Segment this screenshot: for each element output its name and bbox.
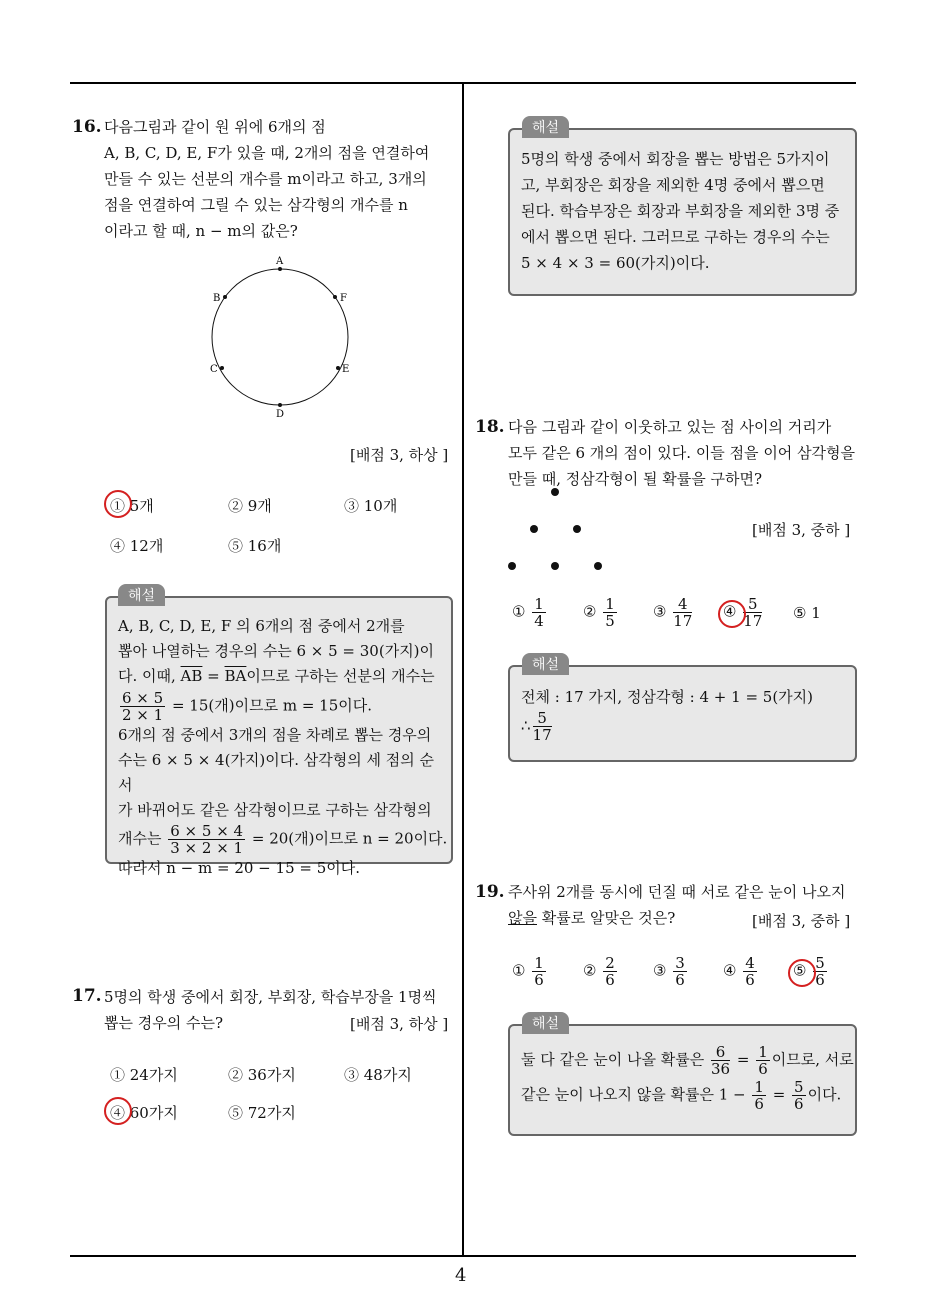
q16-solution-tag: 해설 — [118, 584, 165, 606]
q18-choice-1[interactable]: ① $\frac{1}{4}$ — [512, 595, 544, 630]
q16-number: 16. — [72, 117, 102, 137]
q17-number: 17. — [72, 986, 102, 1006]
q18-number: 18. — [475, 417, 505, 437]
q17-choice-1[interactable]: ① 24가지 — [110, 1066, 178, 1084]
point-d-label: D — [276, 409, 285, 420]
q17-text: 5명의 학생 중에서 회장, 부회장, 학습부장을 1명씩 뽑는 경우의 수는? — [104, 988, 437, 1032]
q17-score: [배점 3, 하상 ] — [350, 1015, 449, 1033]
q18-choice-2[interactable]: ② $\frac{1}{5}$ — [583, 595, 615, 630]
q17-solution-text: 5명의 학생 중에서 회장을 뽑는 방법은 5가지이 고, 부회장은 회장을 제외한 4명 중에서 뽑으면 된다. 학습부장은 회장과 부회장을 제외한 3명 중 에서 뽑으면 된다. 그러므로 구하는 경우의 수는 5 × 4 × 3 = 60(가지)이다. — [521, 150, 840, 272]
q18-choice-3[interactable]: ③ $\frac{4}{17}$ — [653, 595, 693, 630]
q17-choice-3[interactable]: ③ 48가지 — [344, 1066, 412, 1084]
q18-dot-top — [551, 488, 559, 496]
q17-solution-tag: 해설 — [522, 116, 569, 138]
point-e-label: E — [342, 364, 350, 375]
q18-dot-bottom-left — [508, 562, 516, 570]
q17-choice-5[interactable]: ⑤ 72가지 — [228, 1104, 296, 1122]
q17-selected-mark — [104, 1097, 132, 1125]
q19-text: 주사위 2개를 동시에 던질 때 서로 같은 눈이 나오지 않을 확률로 알맞은 것은? — [508, 883, 846, 927]
q16-circle-figure — [200, 255, 360, 420]
q19-solution-text: 둘 다 같은 눈이 나올 확률은 $\frac{6}{36}$ = $\frac{1}{6}$ 이므로, 서로 같은 눈이 나오지 않을 확률은 1 − $\frac{1}{6}$ = $\frac{5}{6}$ 이다. — [521, 1043, 854, 1113]
q18-choice-5[interactable]: ⑤ 1 — [793, 604, 821, 622]
point-f-label: F — [340, 293, 347, 304]
q19-choice-3[interactable]: ③ $\frac{3}{6}$ — [653, 954, 685, 989]
q19-number: 19. — [475, 882, 505, 902]
q16-choice-3[interactable]: ③ 10개 — [344, 497, 398, 515]
q18-solution-tag: 해설 — [522, 653, 569, 675]
q18-dot-mid-right — [573, 525, 581, 533]
point-c-label: C — [210, 364, 218, 375]
q16-choice-5[interactable]: ⑤ 16개 — [228, 537, 282, 555]
q18-solution-text: 전체 : 17 가지, 정삼각형 : 4 + 1 = 5(가지) ∴ $\frac{5}{17}$ — [521, 688, 814, 744]
point-a-label: A — [276, 256, 284, 267]
q19-choice-5[interactable]: ⑤ $\frac{5}{6}$ — [793, 954, 825, 989]
q19-score: [배점 3, 중하 ] — [752, 912, 851, 930]
q16-text: 다음그림과 같이 원 위에 6개의 점 A, B, C, D, E, F가 있을 때, 2개의 점을 연결하여 만들 수 있는 선분의 개수를 m이라고 하고, 3개의 점을 연결하여 그릴 수 있는 삼각형의 개수를 n 이라고 할 때, n − m의 값은? — [104, 118, 430, 240]
q18-text: 다음 그림과 같이 이웃하고 있는 점 사이의 거리가 모두 같은 6 개의 점이 있다. 이들 점을 이어 삼각형을 만들 때, 정삼각형이 될 확률을 구하면? — [508, 418, 856, 488]
point-b-label: B — [213, 293, 221, 304]
q18-dot-bottom-mid — [551, 562, 559, 570]
q16-choice-4[interactable]: ④ 12개 — [110, 537, 164, 555]
q19-selected-mark — [788, 959, 816, 987]
q18-score: [배점 3, 중하 ] — [752, 521, 851, 539]
q17-choice-4[interactable]: ④ 60가지 — [110, 1104, 178, 1122]
q16-choice-2[interactable]: ② 9개 — [228, 497, 272, 515]
q16-score: [배점 3, 하상 ] — [350, 446, 449, 464]
q18-choice-4[interactable]: ④ $\frac{5}{17}$ — [723, 595, 763, 630]
q16-choice-1[interactable]: ① 5개 — [110, 497, 154, 515]
q19-choice-2[interactable]: ② $\frac{2}{6}$ — [583, 954, 615, 989]
page-number: 4 — [455, 1265, 467, 1286]
q18-dot-mid-left — [530, 525, 538, 533]
q19-choice-1[interactable]: ① $\frac{1}{6}$ — [512, 954, 544, 989]
q18-dot-bottom-right — [594, 562, 602, 570]
q18-selected-mark — [718, 600, 746, 628]
q19-choice-4[interactable]: ④ $\frac{4}{6}$ — [723, 954, 755, 989]
q16-selected-mark — [104, 490, 132, 518]
column-divider — [462, 82, 464, 1257]
q17-choice-2[interactable]: ② 36가지 — [228, 1066, 296, 1084]
q19-solution-tag: 해설 — [522, 1012, 569, 1034]
q16-solution-text: A, B, C, D, E, F 의 6개의 점 중에서 2개를 뽑아 나열하는 경우의 수는 6 × 5 = 30(가지)이 다. 이때, $\overline{AB} = \overline{BA}$이므로 구하는 선분의 개수는 $\frac{6 \times 5}{2 \times 1}$ = 15(개)이므로 m = 15이다. 6개의 점 중에서 3개의 점을 차례로 뽑는 경우의 수는 6 × 5 × 4(가지)이다. 삼각형의 세 점의 순서 가 바뀌어도 같은 삼각형이므로 구하는 삼각형의 개수는 $\frac{6 \times 5 \times 4}{3 \times 2 \times 1}$ = 20(개)이므로 n = 20이다. 따라서 n − m = 20 − 15 = 5이다. — [118, 617, 448, 877]
